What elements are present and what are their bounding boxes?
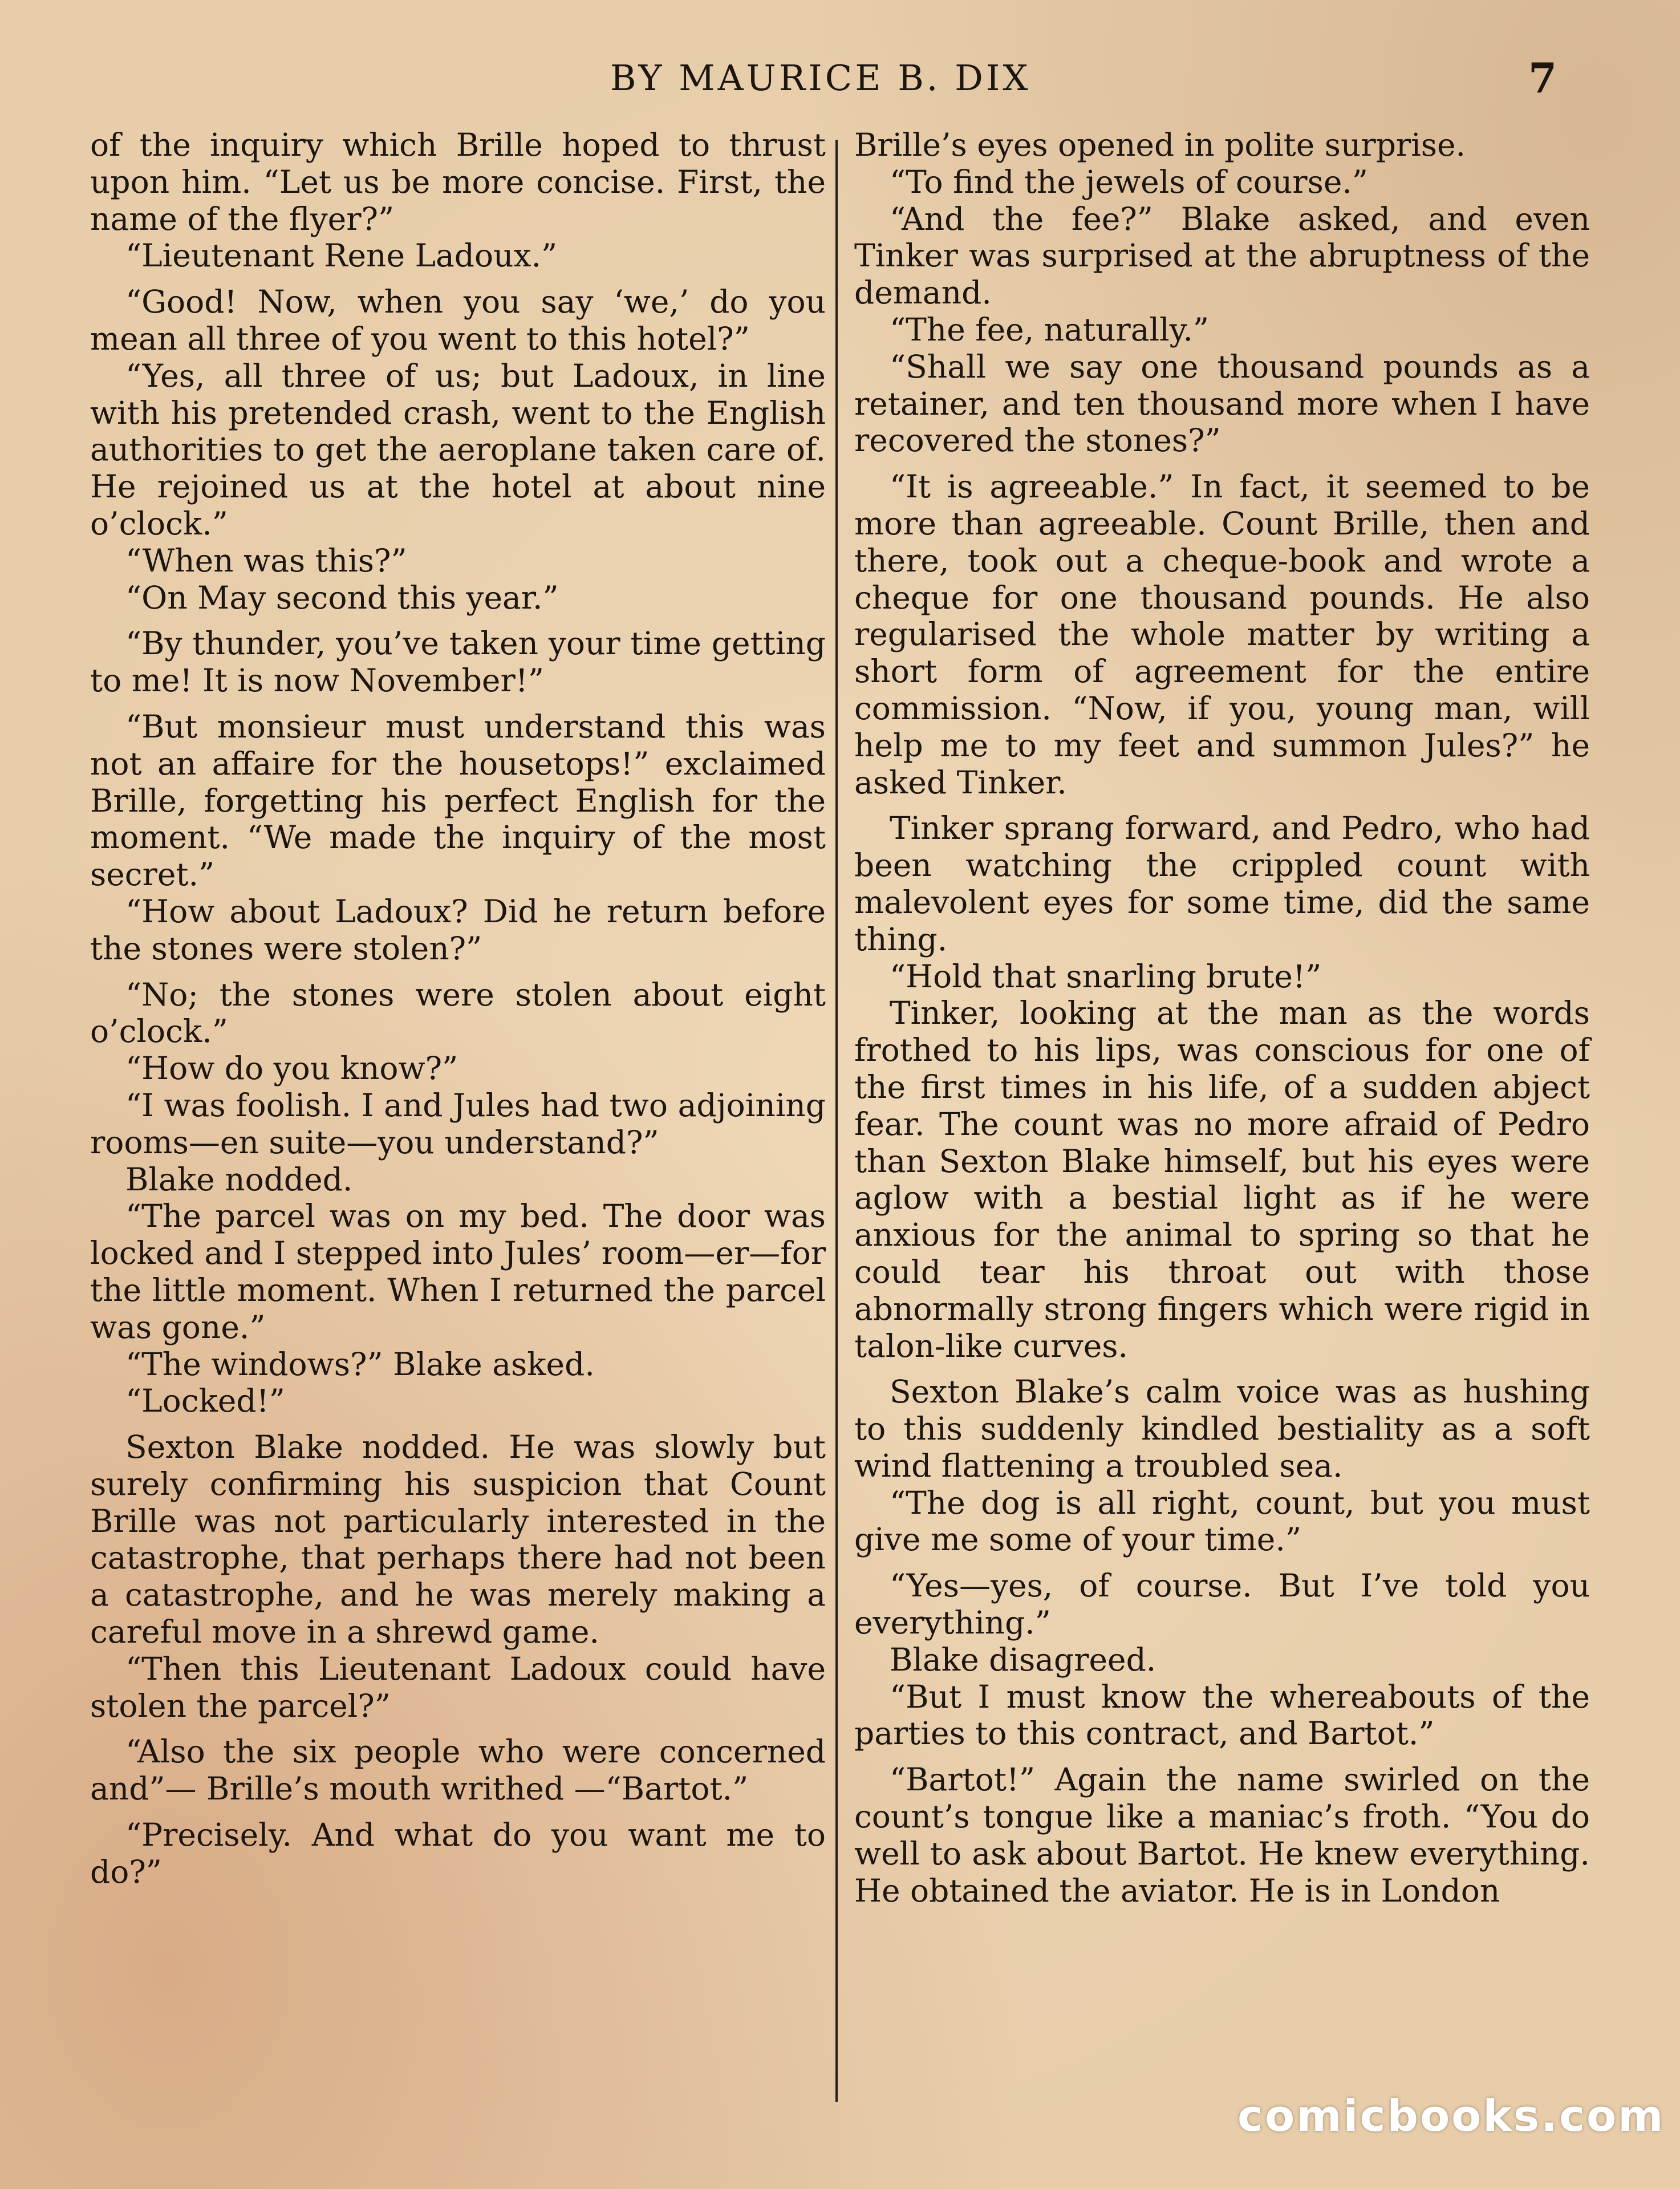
paragraph: “How about Ladoux? Did he return before the stones were stolen?” [90,893,826,967]
paragraph: “I was foolish. I and Jules had two adjoining rooms—en suite—you understand?” [90,1087,826,1161]
paragraph: “Precisely. And what do you want me to do?” [90,1817,826,1890]
paragraph: “Then this Lieutenant Ladoux could have stolen the parcel?” [90,1650,826,1724]
paragraph: “Good! Now, when you say ‘we,’ do you mean all three of you went to this hotel?” [90,283,826,357]
page-header [0,54,1680,108]
right-column [854,127,1590,1909]
paragraph: “Shall we say one thousand pounds as a retainer, and ten thousand more when I have recovered the stones?” [854,348,1590,459]
left-column [90,127,826,1891]
paragraph: “Yes, all three of us; but Ladoux, in line with his pretended crash, went to the English authorities to get the aeroplane taken care of. He rejoined us at the hotel at about nine o’clock.” [90,357,826,542]
paragraph: “On May second this year.” [125,579,559,616]
paragraph: Tinker, looking at the man as the words frothed to his lips, was conscious for one of the first times in his life, of a sudden abject fear. The count was no more afraid of Pedro than Sexton Blake himself, but his eyes were aglow with a bestial light as if he were anxious for the animal to spring so that he could tear his throat out with those abnormally strong fingers which were rigid in talon-like curves. [854,995,1590,1364]
paragraph: “But monsieur must understand this was not an affaire for the housetops!” exclaimed Brille, forgetting his perfect English for the moment. “We made the inquiry of the most secret.” [90,708,826,893]
paragraph: “And the fee?” Blake asked, and even Tinker was surprised at the abruptness of the demand. [854,200,1590,311]
paragraph: Tinker sprang forward, and Pedro, who had been watching the crippled count with malevolent eyes for some time, did the same thing. [854,810,1590,958]
paragraph: “The windows?” Blake asked. [125,1345,595,1383]
column-divider [835,140,838,2102]
paragraph: Blake nodded. [125,1161,353,1198]
paragraph: “No; the stones were stolen about eight o’clock.” [90,976,826,1050]
paragraph: “The fee, naturally.” [890,311,1210,348]
paragraph: “When was this?” [125,542,407,579]
paragraph: “Locked!” [125,1383,285,1420]
paragraph: “Yes—yes, of course. But I’ve told you everything.” [854,1567,1590,1641]
page-number: 7 [1528,54,1557,102]
paragraph: “To find the jewels of course.” [890,163,1368,200]
paragraph: “Also the six people who were concerned and”— Brille’s mouth writhed —“Bartot.” [90,1733,826,1807]
paragraph: “The parcel was on my bed. The door was locked and I stepped into Jules’ room—er—for the little moment. When I returned the parcel was gone.” [90,1198,826,1345]
paragraph: “Bartot!” Again the name swirled on the count’s tongue like a maniac’s froth. “You do well to ask about Bartot. He knew everything. He obtained the aviator. He is in London [854,1761,1590,1909]
paragraph: “By thunder, you’ve taken your time getting to me! It is now November!” [90,625,826,699]
running-title: BY MAURICE B. DIX [610,57,1031,99]
paragraph: Blake disagreed. [890,1641,1156,1678]
paragraph: “The dog is all right, count, but you must give me some of your time.” [854,1484,1590,1558]
paragraph: Sexton Blake nodded. He was slowly but surely confirming his suspicion that Count Brille was not particularly interested in the catastrophe, that perhaps there had not been a catastrophe, and he was merely making a careful move in a shrewd game. [90,1429,826,1651]
paragraph: of the inquiry which Brille hoped to thrust upon him. “Let us be more concise. First, the name of the flyer?” [90,127,826,237]
paragraph: “But I must know the whereabouts of the parties to this contract, and Bartot.” [854,1678,1590,1752]
paragraph: “It is agreeable.” In fact, it seemed to be more than agreeable. Count Brille, then and there, took out a cheque-book and wrote a cheque for one thousand pounds. He also regularised the whole matter by writing a short form of agreement for the entire commission. “Now, if you, young man, will help me to my feet and summon Jules?” he asked Tinker. [854,468,1590,801]
paragraph: Brille’s eyes opened in polite surprise. [854,127,1466,163]
paragraph: “How do you know?” [125,1050,458,1087]
paragraph: Sexton Blake’s calm voice was as hushing to this suddenly kindled bestiality as a soft wind flattening a troubled sea. [854,1373,1590,1484]
site-watermark: comicbooks.com [1237,2090,1665,2141]
paragraph: “Hold that snarling brute!” [890,958,1322,995]
paragraph: “Lieutenant Rene Ladoux.” [125,237,558,274]
